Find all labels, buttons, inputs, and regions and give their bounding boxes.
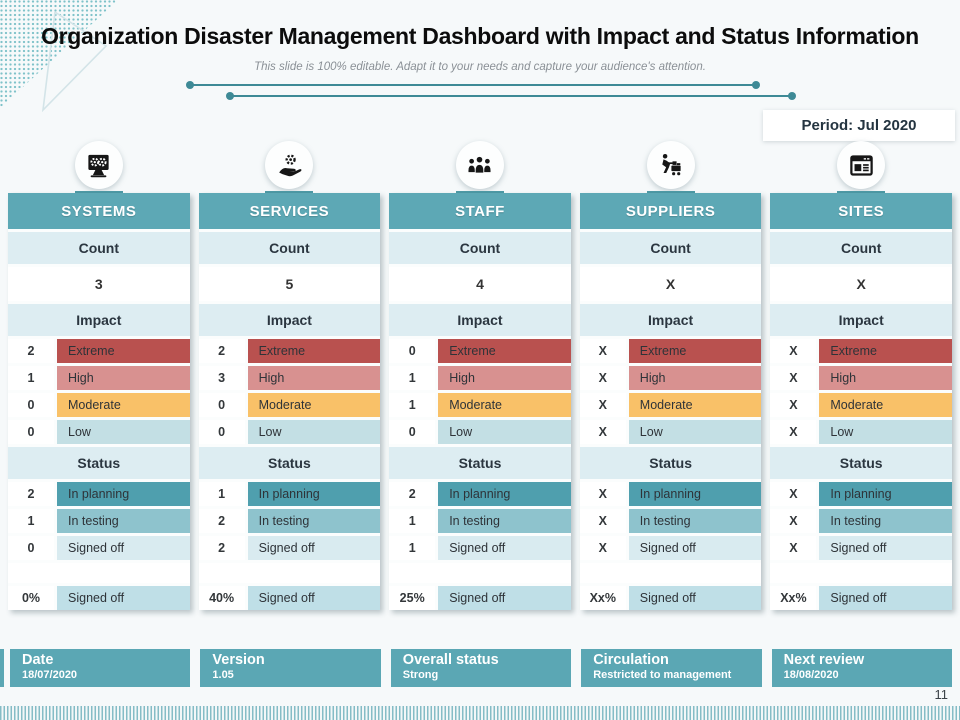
status-level-label: In testing: [629, 509, 762, 533]
status-count: X: [770, 509, 816, 533]
status-row-testing: [580, 509, 762, 533]
status-count: X: [580, 536, 626, 560]
status-level-label: In testing: [248, 509, 381, 533]
spacer-row: [770, 563, 952, 583]
signed-off-label: Signed off: [629, 586, 762, 610]
status-level-label: Signed off: [248, 536, 381, 560]
footer-stripe-bar: [0, 706, 960, 720]
impact-level-label: Low: [819, 420, 952, 444]
signed-off-pct-row: [199, 586, 381, 610]
impact-row-extreme: [770, 339, 952, 363]
footer-value: 1.05: [212, 669, 234, 681]
status-row-testing: [8, 509, 190, 533]
impact-row-high: [580, 366, 762, 390]
status-count: 1: [199, 482, 245, 506]
impact-count: X: [580, 366, 626, 390]
signed-off-pct-row: [8, 586, 190, 610]
status-level-label: In planning: [819, 482, 952, 506]
column-sites: [770, 193, 952, 610]
footer-box-version: [200, 649, 380, 687]
impact-count: 0: [8, 420, 54, 444]
status-level-label: In testing: [438, 509, 571, 533]
footer-label: Overall status: [402, 652, 499, 668]
signed-off-label: Signed off: [438, 586, 571, 610]
status-count: X: [580, 509, 626, 533]
status-row-planning: [770, 482, 952, 506]
browser-window-icon: [837, 141, 885, 189]
impact-level-label: High: [248, 366, 381, 390]
dashboard-table: [8, 193, 952, 610]
count-label: Count: [8, 232, 190, 264]
impact-count: 0: [389, 339, 435, 363]
impact-level-label: High: [57, 366, 190, 390]
status-row-planning: [8, 482, 190, 506]
column-staff: [389, 193, 571, 610]
impact-row-high: [770, 366, 952, 390]
column-header: SITES: [770, 193, 952, 229]
footer-box-circulation: [581, 649, 761, 687]
signed-off-pct-row: [770, 586, 952, 610]
column-header: STAFF: [389, 193, 571, 229]
spacer-row: [199, 563, 381, 583]
footer-accent-strip: [0, 649, 4, 687]
status-count: 1: [8, 509, 54, 533]
icon-cell-sites: [770, 141, 952, 193]
impact-count: X: [580, 339, 626, 363]
impact-row-high: [389, 366, 571, 390]
impact-row-moderate: [8, 393, 190, 417]
status-row-signed: [770, 536, 952, 560]
status-row-signed: [199, 536, 381, 560]
status-label: Status: [770, 447, 952, 479]
impact-row-moderate: [389, 393, 571, 417]
impact-row-moderate: [580, 393, 762, 417]
impact-count: 1: [389, 393, 435, 417]
footer-summary-bar: [10, 649, 952, 687]
spacer-row: [8, 563, 190, 583]
person-cart-icon: [647, 141, 695, 189]
status-count: 2: [199, 536, 245, 560]
impact-count: 0: [8, 393, 54, 417]
impact-level-label: Low: [629, 420, 762, 444]
divider-line-bottom: [230, 95, 792, 97]
status-count: 2: [199, 509, 245, 533]
impact-count: 2: [199, 339, 245, 363]
impact-level-label: Moderate: [57, 393, 190, 417]
spacer-row: [389, 563, 571, 583]
count-label: Count: [389, 232, 571, 264]
column-header: SUPPLIERS: [580, 193, 762, 229]
footer-box-date: [10, 649, 190, 687]
impact-level-label: High: [438, 366, 571, 390]
count-value: 3: [8, 267, 190, 301]
column-suppliers: [580, 193, 762, 610]
impact-row-low: [8, 420, 190, 444]
footer-label: Next review: [783, 652, 865, 668]
impact-label: Impact: [199, 304, 381, 336]
impact-row-extreme: [8, 339, 190, 363]
footer-value: 18/08/2020: [783, 669, 839, 681]
count-value: X: [770, 267, 952, 301]
impact-row-moderate: [770, 393, 952, 417]
status-count: X: [770, 482, 816, 506]
impact-level-label: Low: [248, 420, 381, 444]
icon-cell-suppliers: [580, 141, 762, 193]
status-level-label: Signed off: [438, 536, 571, 560]
page-title: Organization Disaster Management Dashboard with Impact and Status Information: [41, 23, 919, 49]
impact-row-high: [8, 366, 190, 390]
impact-count: X: [770, 420, 816, 444]
impact-row-extreme: [389, 339, 571, 363]
impact-label: Impact: [580, 304, 762, 336]
count-value: 5: [199, 267, 381, 301]
count-label: Count: [580, 232, 762, 264]
impact-count: X: [580, 393, 626, 417]
status-level-label: Signed off: [629, 536, 762, 560]
status-label: Status: [389, 447, 571, 479]
footer-box-next-review: [772, 649, 952, 687]
status-row-planning: [389, 482, 571, 506]
status-level-label: In testing: [819, 509, 952, 533]
signed-off-label: Signed off: [248, 586, 381, 610]
signed-off-label: Signed off: [819, 586, 952, 610]
corner-decoration: [0, 0, 130, 120]
status-count: X: [770, 536, 816, 560]
signed-off-pct: 25%: [389, 586, 435, 610]
impact-level-label: High: [819, 366, 952, 390]
impact-count: 0: [389, 420, 435, 444]
impact-level-label: Moderate: [629, 393, 762, 417]
impact-row-low: [389, 420, 571, 444]
impact-count: 0: [199, 393, 245, 417]
impact-level-label: Moderate: [248, 393, 381, 417]
impact-level-label: Moderate: [819, 393, 952, 417]
icon-cell-services: [199, 141, 381, 193]
impact-label: Impact: [389, 304, 571, 336]
impact-level-label: Extreme: [438, 339, 571, 363]
impact-level-label: Extreme: [57, 339, 190, 363]
impact-row-low: [580, 420, 762, 444]
status-row-signed: [389, 536, 571, 560]
status-level-label: In planning: [629, 482, 762, 506]
impact-row-moderate: [199, 393, 381, 417]
status-label: Status: [199, 447, 381, 479]
signed-off-pct: 40%: [199, 586, 245, 610]
footer-box-overall-status: [391, 649, 571, 687]
impact-count: 1: [8, 366, 54, 390]
column-header: SYSTEMS: [8, 193, 190, 229]
impact-level-label: Extreme: [248, 339, 381, 363]
impact-level-label: Extreme: [819, 339, 952, 363]
footer-label: Date: [22, 652, 54, 668]
signed-off-pct-row: [389, 586, 571, 610]
period-badge: [763, 110, 955, 141]
status-label: Status: [580, 447, 762, 479]
divider-dot: [788, 92, 796, 100]
status-row-testing: [199, 509, 381, 533]
status-count: X: [580, 482, 626, 506]
impact-count: X: [770, 339, 816, 363]
impact-level-label: High: [629, 366, 762, 390]
status-count: 2: [389, 482, 435, 506]
count-value: 4: [389, 267, 571, 301]
impact-count: 1: [389, 366, 435, 390]
hand-gear-icon: [265, 141, 313, 189]
page-subtitle: This slide is 100% editable. Adapt it to your needs and capture your audience's attention.: [254, 61, 706, 73]
status-row-planning: [580, 482, 762, 506]
footer-label: Circulation: [593, 652, 669, 668]
status-level-label: In testing: [57, 509, 190, 533]
impact-count: 3: [199, 366, 245, 390]
impact-level-label: Moderate: [438, 393, 571, 417]
status-level-label: In planning: [438, 482, 571, 506]
icon-cell-staff: [389, 141, 571, 193]
status-level-label: Signed off: [819, 536, 952, 560]
divider-line-top: [190, 84, 756, 86]
impact-count: X: [770, 393, 816, 417]
status-level-label: In planning: [57, 482, 190, 506]
column-services: [199, 193, 381, 610]
count-label: Count: [770, 232, 952, 264]
footer-value: 18/07/2020: [22, 669, 78, 681]
divider-dot: [226, 92, 234, 100]
count-value: X: [580, 267, 762, 301]
footer-value: Restricted to management: [593, 669, 732, 681]
impact-count: X: [770, 366, 816, 390]
impact-row-extreme: [580, 339, 762, 363]
impact-label: Impact: [8, 304, 190, 336]
impact-count: 0: [199, 420, 245, 444]
footer-value: Strong: [402, 669, 439, 681]
status-row-planning: [199, 482, 381, 506]
impact-label: Impact: [770, 304, 952, 336]
impact-row-low: [770, 420, 952, 444]
status-row-signed: [8, 536, 190, 560]
count-label: Count: [199, 232, 381, 264]
signed-off-pct-row: [580, 586, 762, 610]
status-row-signed: [580, 536, 762, 560]
category-icons-row: [8, 141, 952, 193]
impact-row-extreme: [199, 339, 381, 363]
impact-row-low: [199, 420, 381, 444]
impact-count: X: [580, 420, 626, 444]
people-group-icon: [456, 141, 504, 189]
signed-off-pct: Xx%: [770, 586, 816, 610]
divider-dot: [186, 81, 194, 89]
status-count: 1: [389, 536, 435, 560]
status-level-label: Signed off: [57, 536, 190, 560]
impact-row-high: [199, 366, 381, 390]
status-count: 0: [8, 536, 54, 560]
status-label: Status: [8, 447, 190, 479]
status-row-testing: [770, 509, 952, 533]
impact-level-label: Low: [438, 420, 571, 444]
signed-off-pct: Xx%: [580, 586, 626, 610]
period-label: Period: Jul 2020: [801, 117, 917, 134]
status-count: 2: [8, 482, 54, 506]
signed-off-label: Signed off: [57, 586, 190, 610]
impact-level-label: Extreme: [629, 339, 762, 363]
impact-count: 2: [8, 339, 54, 363]
status-count: 1: [389, 509, 435, 533]
computer-gears-icon: [75, 141, 123, 189]
impact-level-label: Low: [57, 420, 190, 444]
footer-label: Version: [212, 652, 265, 668]
divider-dot: [752, 81, 760, 89]
status-level-label: In planning: [248, 482, 381, 506]
column-header: SERVICES: [199, 193, 381, 229]
column-systems: [8, 193, 190, 610]
icon-cell-systems: [8, 141, 190, 193]
signed-off-pct: 0%: [8, 586, 54, 610]
page-number: 11: [934, 687, 948, 702]
spacer-row: [580, 563, 762, 583]
status-row-testing: [389, 509, 571, 533]
